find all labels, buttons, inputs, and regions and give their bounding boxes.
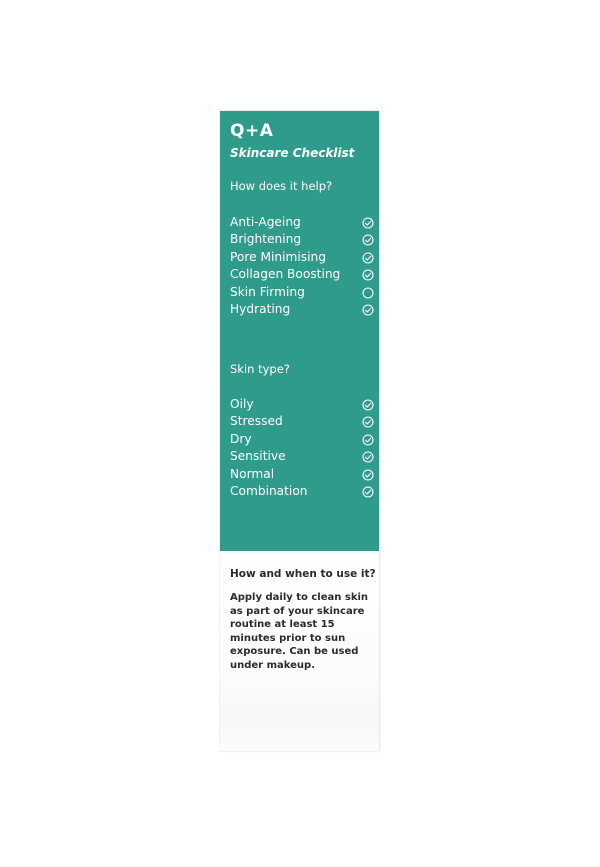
skin-type-item [230,483,370,500]
skin-type-item [230,396,370,413]
benefit-item [230,301,370,318]
benefits-list [230,214,370,318]
usage-instructions: Apply daily to clean skin as part of your skincare routine at least 15 minutes prior to sun exposure. Can be used under makeup. [230,592,369,671]
skin-type-label: Normal [230,466,275,481]
benefit-item [230,266,370,283]
skin-type-label: Dry [230,431,252,446]
check-circle-icon [362,416,374,428]
help-question: How does it help? [230,179,333,193]
skin-type-question: Skin type? [230,362,290,376]
benefit-item [230,284,370,301]
check-circle-icon [362,434,374,446]
checklist-title: Skincare Checklist [230,146,355,160]
skin-type-label: Oily [230,397,254,411]
product-box-side-panel [220,111,379,751]
check-circle-icon [362,304,374,316]
check-circle-icon [362,252,374,264]
skin-type-label: Sensitive [230,449,286,464]
check-circle-icon [362,217,374,229]
teal-checklist-panel [220,111,379,551]
brand-logo: Q+A [230,121,274,141]
usage-panel [220,551,379,751]
skin-type-list [230,396,370,500]
benefit-label: Anti-Ageing [230,215,301,229]
benefit-label: Brightening [230,232,302,247]
check-circle-icon [362,269,374,281]
usage-question: How and when to use it? [230,568,376,580]
benefit-label: Collagen Boosting [230,267,341,282]
check-circle-icon [362,451,374,463]
skin-type-item [230,448,370,465]
benefit-label: Skin Firming [230,284,305,299]
check-circle-icon [362,234,374,246]
benefit-label: Hydrating [230,301,291,316]
check-circle-icon [362,469,374,481]
check-circle-icon [362,486,374,498]
benefit-label: Pore Minimising [230,249,326,264]
empty-circle-icon [362,287,374,299]
skin-type-label: Combination [230,483,308,498]
skin-type-item [230,466,370,483]
skin-type-label: Stressed [230,414,283,429]
benefit-item [230,231,370,248]
benefit-item [230,249,370,266]
bottom-fade [220,711,379,751]
skin-type-item [230,413,370,430]
check-circle-icon [362,399,374,411]
skin-type-item [230,431,370,448]
benefit-item [230,214,370,231]
